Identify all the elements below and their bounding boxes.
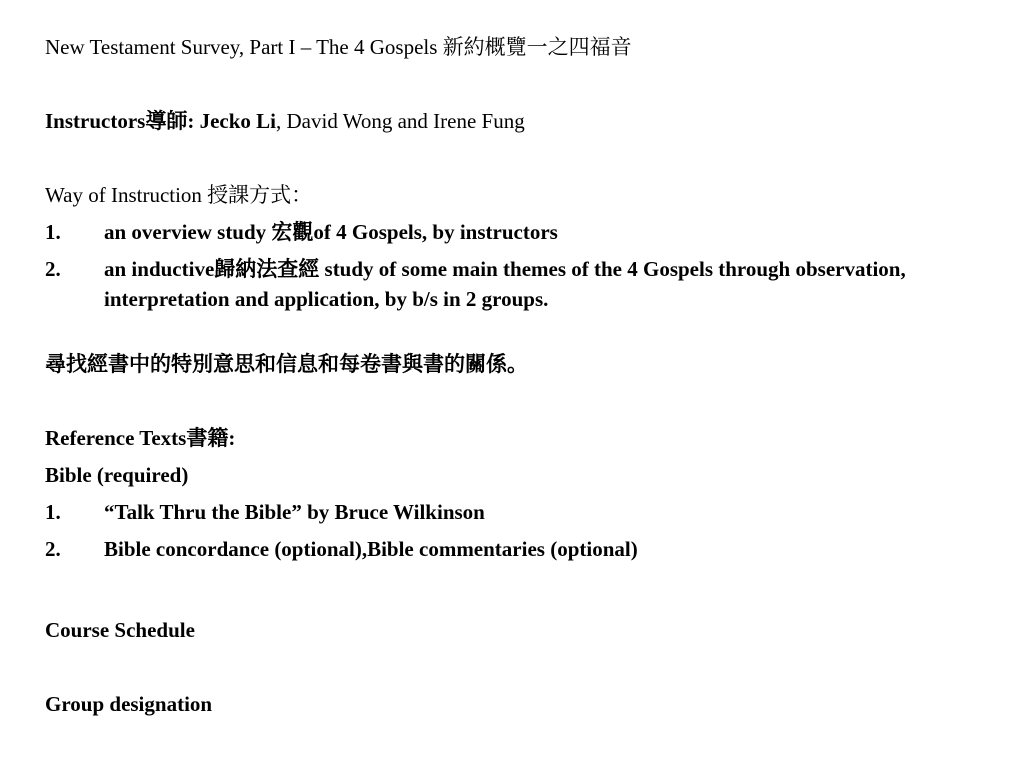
list-number: 2. <box>45 537 61 561</box>
course-title-zh: 新約概覽一之四福音 <box>442 35 632 59</box>
list-item-text: “Talk Thru the Bible” by Bruce Wilkinson <box>104 500 485 524</box>
list-item-text: an inductive歸納法查經 study of some main themes of the 4 Gospels through observation, interpretation and application, by b/s in 2 groups. <box>104 257 906 311</box>
instructors-label: Instructors導師: <box>45 109 195 133</box>
list-number: 1. <box>45 500 61 524</box>
other-instructors: , David Wong and Irene Fung <box>276 109 525 133</box>
reference-item <box>45 497 995 527</box>
instruction-heading: Way of Instruction 授課方式： <box>45 183 313 207</box>
purpose-statement: 尋找經書中的特別意思和信息和每卷書與書的關係。 <box>45 352 528 376</box>
spacer <box>45 571 995 615</box>
list-item-text: an overview study 宏觀of 4 Gospels, by instructors <box>104 220 558 244</box>
instruction-item <box>45 217 995 247</box>
instruction-item <box>45 254 995 314</box>
reference-item <box>45 534 995 564</box>
document-body <box>45 32 995 719</box>
spacer <box>45 62 995 106</box>
course-schedule-heading: Course Schedule <box>45 618 195 642</box>
course-title <box>45 32 995 62</box>
spacer <box>45 335 995 349</box>
spacer <box>45 321 995 335</box>
course-title-en: New Testament Survey, Part I – The 4 Gospels <box>45 35 438 59</box>
spacer <box>45 136 995 180</box>
group-designation-heading: Group designation <box>45 692 213 716</box>
list-item-text: Bible concordance (optional),Bible commentaries (optional) <box>104 537 638 561</box>
spacer <box>45 379 995 423</box>
instructors-line <box>45 106 995 136</box>
reference-heading: Reference Texts書籍: <box>45 426 236 450</box>
list-number: 1. <box>45 220 61 244</box>
list-number: 2. <box>45 257 61 281</box>
bible-required: Bible (required) <box>45 463 189 487</box>
spacer <box>45 645 995 689</box>
lead-instructor: Jecko Li <box>199 109 276 133</box>
